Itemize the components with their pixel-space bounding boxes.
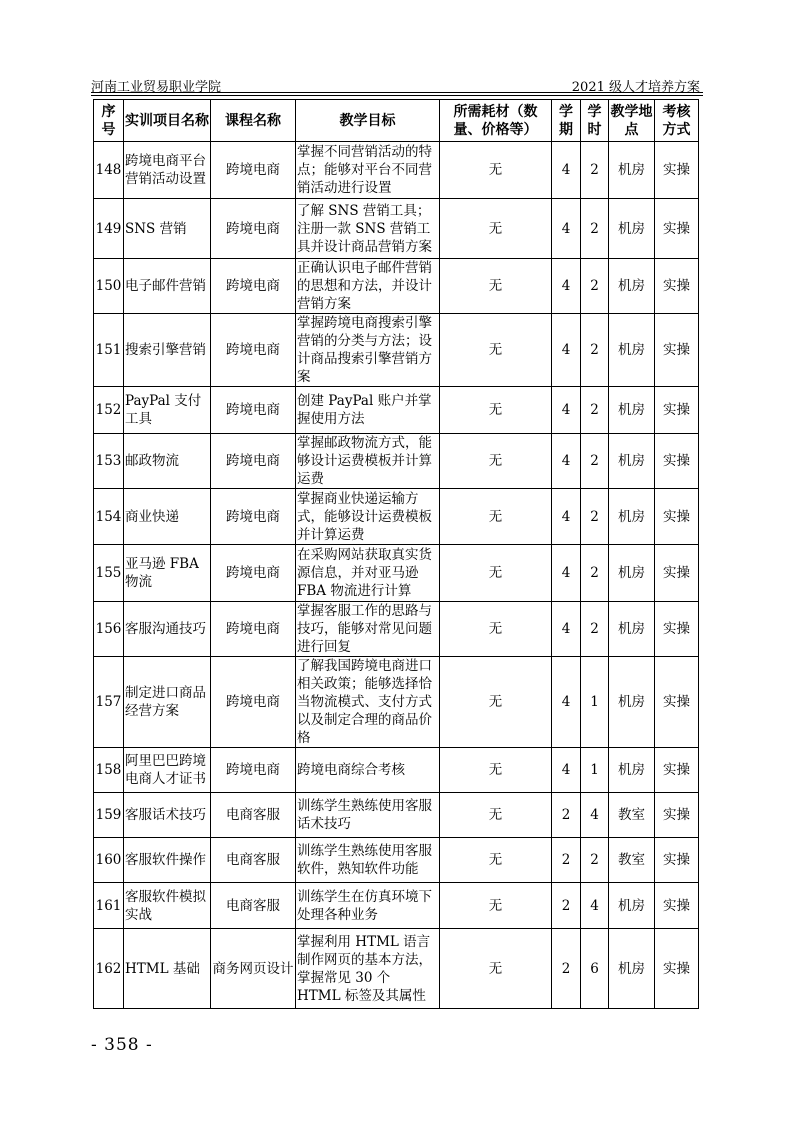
cell-course: 电商客服 — [211, 883, 296, 929]
cell-material: 无 — [440, 259, 552, 314]
cell-no: 149 — [94, 199, 124, 259]
cell-exam: 实操 — [655, 142, 699, 199]
cell-exam: 实操 — [655, 657, 699, 748]
cell-hours: 2 — [581, 314, 609, 387]
cell-course: 跨境电商 — [211, 387, 296, 434]
cell-project: PayPal 支付工具 — [124, 387, 211, 434]
cell-course: 跨境电商 — [211, 489, 296, 545]
table-row — [94, 929, 699, 1009]
table-row — [94, 883, 699, 929]
cell-hours: 2 — [581, 602, 609, 657]
cell-term: 4 — [552, 434, 581, 489]
col-header-project: 实训项目名称 — [124, 100, 211, 142]
table-row — [94, 314, 699, 387]
cell-hours: 4 — [581, 883, 609, 929]
col-header-no: 序号 — [94, 100, 124, 142]
cell-term: 4 — [552, 142, 581, 199]
cell-place: 机房 — [609, 489, 655, 545]
cell-place: 机房 — [609, 142, 655, 199]
cell-project: 阿里巴巴跨境电商人才证书 — [124, 748, 211, 793]
cell-project: 制定进口商品经营方案 — [124, 657, 211, 748]
cell-term: 2 — [552, 929, 581, 1009]
cell-exam: 实操 — [655, 489, 699, 545]
cell-project: 亚马逊 FBA 物流 — [124, 545, 211, 602]
table-row — [94, 545, 699, 602]
table-row — [94, 142, 699, 199]
col-header-hours: 学时 — [581, 100, 609, 142]
cell-term: 4 — [552, 199, 581, 259]
cell-term: 4 — [552, 489, 581, 545]
cell-exam: 实操 — [655, 199, 699, 259]
cell-material: 无 — [440, 199, 552, 259]
col-header-term: 学期 — [552, 100, 581, 142]
cell-exam: 实操 — [655, 545, 699, 602]
cell-goal: 了解 SNS 营销工具；注册一款 SNS 营销工具并设计商品营销方案 — [296, 199, 440, 259]
table-header-row — [94, 100, 699, 142]
cell-place: 机房 — [609, 199, 655, 259]
cell-no: 159 — [94, 793, 124, 838]
cell-course: 跨境电商 — [211, 199, 296, 259]
cell-course: 跨境电商 — [211, 434, 296, 489]
cell-goal: 掌握利用 HTML 语言制作网页的基本方法，掌握常见 30 个 HTML 标签及其属性 — [296, 929, 440, 1009]
header-rule-thick — [91, 92, 703, 93]
cell-material: 无 — [440, 838, 552, 883]
cell-no: 150 — [94, 259, 124, 314]
cell-hours: 2 — [581, 489, 609, 545]
cell-goal: 跨境电商综合考核 — [296, 748, 440, 793]
cell-no: 154 — [94, 489, 124, 545]
cell-course: 跨境电商 — [211, 748, 296, 793]
cell-course: 跨境电商 — [211, 259, 296, 314]
cell-goal: 创建 PayPal 账户并掌握使用方法 — [296, 387, 440, 434]
col-header-place: 教学地点 — [609, 100, 655, 142]
cell-place: 教室 — [609, 793, 655, 838]
cell-material: 无 — [440, 748, 552, 793]
cell-project: 客服软件模拟实战 — [124, 883, 211, 929]
cell-place: 机房 — [609, 748, 655, 793]
cell-exam: 实操 — [655, 793, 699, 838]
cell-no: 148 — [94, 142, 124, 199]
table-row — [94, 838, 699, 883]
cell-project: 商业快递 — [124, 489, 211, 545]
cell-exam: 实操 — [655, 883, 699, 929]
cell-place: 机房 — [609, 545, 655, 602]
cell-place: 机房 — [609, 657, 655, 748]
cell-exam: 实操 — [655, 259, 699, 314]
cell-material: 无 — [440, 387, 552, 434]
cell-goal: 正确认识电子邮件营销的思想和方法，并设计营销方案 — [296, 259, 440, 314]
cell-no: 155 — [94, 545, 124, 602]
col-header-material: 所需耗材（数量、价格等） — [440, 100, 552, 142]
cell-goal: 训练学生熟练使用客服软件，熟知软件功能 — [296, 838, 440, 883]
cell-project: HTML 基础 — [124, 929, 211, 1009]
cell-hours: 2 — [581, 434, 609, 489]
cell-material: 无 — [440, 545, 552, 602]
table-row — [94, 657, 699, 748]
cell-term: 4 — [552, 545, 581, 602]
cell-hours: 2 — [581, 387, 609, 434]
cell-course: 跨境电商 — [211, 314, 296, 387]
cell-material: 无 — [440, 314, 552, 387]
cell-exam: 实操 — [655, 434, 699, 489]
table-row — [94, 387, 699, 434]
cell-course: 跨境电商 — [211, 602, 296, 657]
cell-goal: 掌握商业快递运输方式，能够设计运费模板并计算运费 — [296, 489, 440, 545]
cell-project: 搜索引擎营销 — [124, 314, 211, 387]
cell-exam: 实操 — [655, 602, 699, 657]
cell-course: 商务网页设计 — [211, 929, 296, 1009]
cell-material: 无 — [440, 793, 552, 838]
cell-term: 2 — [552, 793, 581, 838]
cell-goal: 在采购网站获取真实货源信息，并对亚马逊 FBA 物流进行计算 — [296, 545, 440, 602]
table-body — [94, 142, 699, 1009]
cell-goal: 掌握客服工作的思路与技巧，能够对常见问题进行回复 — [296, 602, 440, 657]
cell-hours: 2 — [581, 199, 609, 259]
cell-no: 158 — [94, 748, 124, 793]
table-row — [94, 259, 699, 314]
cell-place: 机房 — [609, 434, 655, 489]
cell-exam: 实操 — [655, 314, 699, 387]
page-number: - 358 - — [91, 1035, 153, 1055]
cell-goal: 掌握不同营销活动的特点；能够对平台不同营销活动进行设置 — [296, 142, 440, 199]
cell-term: 2 — [552, 883, 581, 929]
cell-material: 无 — [440, 489, 552, 545]
cell-term: 4 — [552, 259, 581, 314]
cell-hours: 2 — [581, 838, 609, 883]
cell-term: 4 — [552, 314, 581, 387]
cell-course: 跨境电商 — [211, 142, 296, 199]
cell-project: SNS 营销 — [124, 199, 211, 259]
cell-place: 机房 — [609, 314, 655, 387]
cell-no: 152 — [94, 387, 124, 434]
cell-no: 157 — [94, 657, 124, 748]
table-row — [94, 489, 699, 545]
table-row — [94, 602, 699, 657]
cell-no: 151 — [94, 314, 124, 387]
cell-no: 162 — [94, 929, 124, 1009]
cell-project: 电子邮件营销 — [124, 259, 211, 314]
cell-term: 4 — [552, 748, 581, 793]
cell-exam: 实操 — [655, 748, 699, 793]
cell-course: 跨境电商 — [211, 657, 296, 748]
cell-no: 153 — [94, 434, 124, 489]
cell-term: 4 — [552, 602, 581, 657]
table-row — [94, 748, 699, 793]
cell-material: 无 — [440, 657, 552, 748]
cell-material: 无 — [440, 602, 552, 657]
cell-project: 客服软件操作 — [124, 838, 211, 883]
cell-place: 机房 — [609, 387, 655, 434]
cell-hours: 1 — [581, 657, 609, 748]
cell-project: 客服话术技巧 — [124, 793, 211, 838]
cell-place: 机房 — [609, 883, 655, 929]
cell-no: 156 — [94, 602, 124, 657]
cell-no: 161 — [94, 883, 124, 929]
cell-project: 客服沟通技巧 — [124, 602, 211, 657]
cell-term: 4 — [552, 387, 581, 434]
cell-exam: 实操 — [655, 387, 699, 434]
cell-place: 机房 — [609, 602, 655, 657]
header-school-name: 河南工业贸易职业学院 — [91, 80, 222, 95]
cell-exam: 实操 — [655, 929, 699, 1009]
cell-no: 160 — [94, 838, 124, 883]
cell-goal: 训练学生熟练使用客服话术技巧 — [296, 793, 440, 838]
col-header-exam: 考核方式 — [655, 100, 699, 142]
cell-goal: 了解我国跨境电商进口相关政策；能够选择恰当物流模式、支付方式以及制定合理的商品价格 — [296, 657, 440, 748]
table-row — [94, 434, 699, 489]
cell-project: 跨境电商平台营销活动设置 — [124, 142, 211, 199]
table-row — [94, 199, 699, 259]
cell-place: 机房 — [609, 259, 655, 314]
cell-course: 跨境电商 — [211, 545, 296, 602]
cell-material: 无 — [440, 142, 552, 199]
header-document-title: 2021 级人才培养方案 — [571, 80, 700, 95]
cell-goal: 掌握邮政物流方式，能够设计运费模板并计算运费 — [296, 434, 440, 489]
header-rule-thin — [91, 95, 703, 96]
cell-course: 电商客服 — [211, 793, 296, 838]
training-projects-table — [93, 99, 699, 1009]
cell-exam: 实操 — [655, 838, 699, 883]
cell-course: 电商客服 — [211, 838, 296, 883]
cell-material: 无 — [440, 434, 552, 489]
cell-material: 无 — [440, 883, 552, 929]
cell-term: 4 — [552, 657, 581, 748]
cell-hours: 2 — [581, 259, 609, 314]
col-header-goal: 教学目标 — [296, 100, 440, 142]
cell-material: 无 — [440, 929, 552, 1009]
cell-goal: 掌握跨境电商搜索引擎营销的分类与方法；设计商品搜索引擎营销方案 — [296, 314, 440, 387]
cell-place: 机房 — [609, 929, 655, 1009]
cell-goal: 训练学生在仿真环境下处理各种业务 — [296, 883, 440, 929]
cell-project: 邮政物流 — [124, 434, 211, 489]
cell-term: 2 — [552, 838, 581, 883]
cell-place: 教室 — [609, 838, 655, 883]
col-header-course: 课程名称 — [211, 100, 296, 142]
cell-hours: 2 — [581, 545, 609, 602]
cell-hours: 1 — [581, 748, 609, 793]
cell-hours: 2 — [581, 142, 609, 199]
table-row — [94, 793, 699, 838]
cell-hours: 6 — [581, 929, 609, 1009]
cell-hours: 4 — [581, 793, 609, 838]
